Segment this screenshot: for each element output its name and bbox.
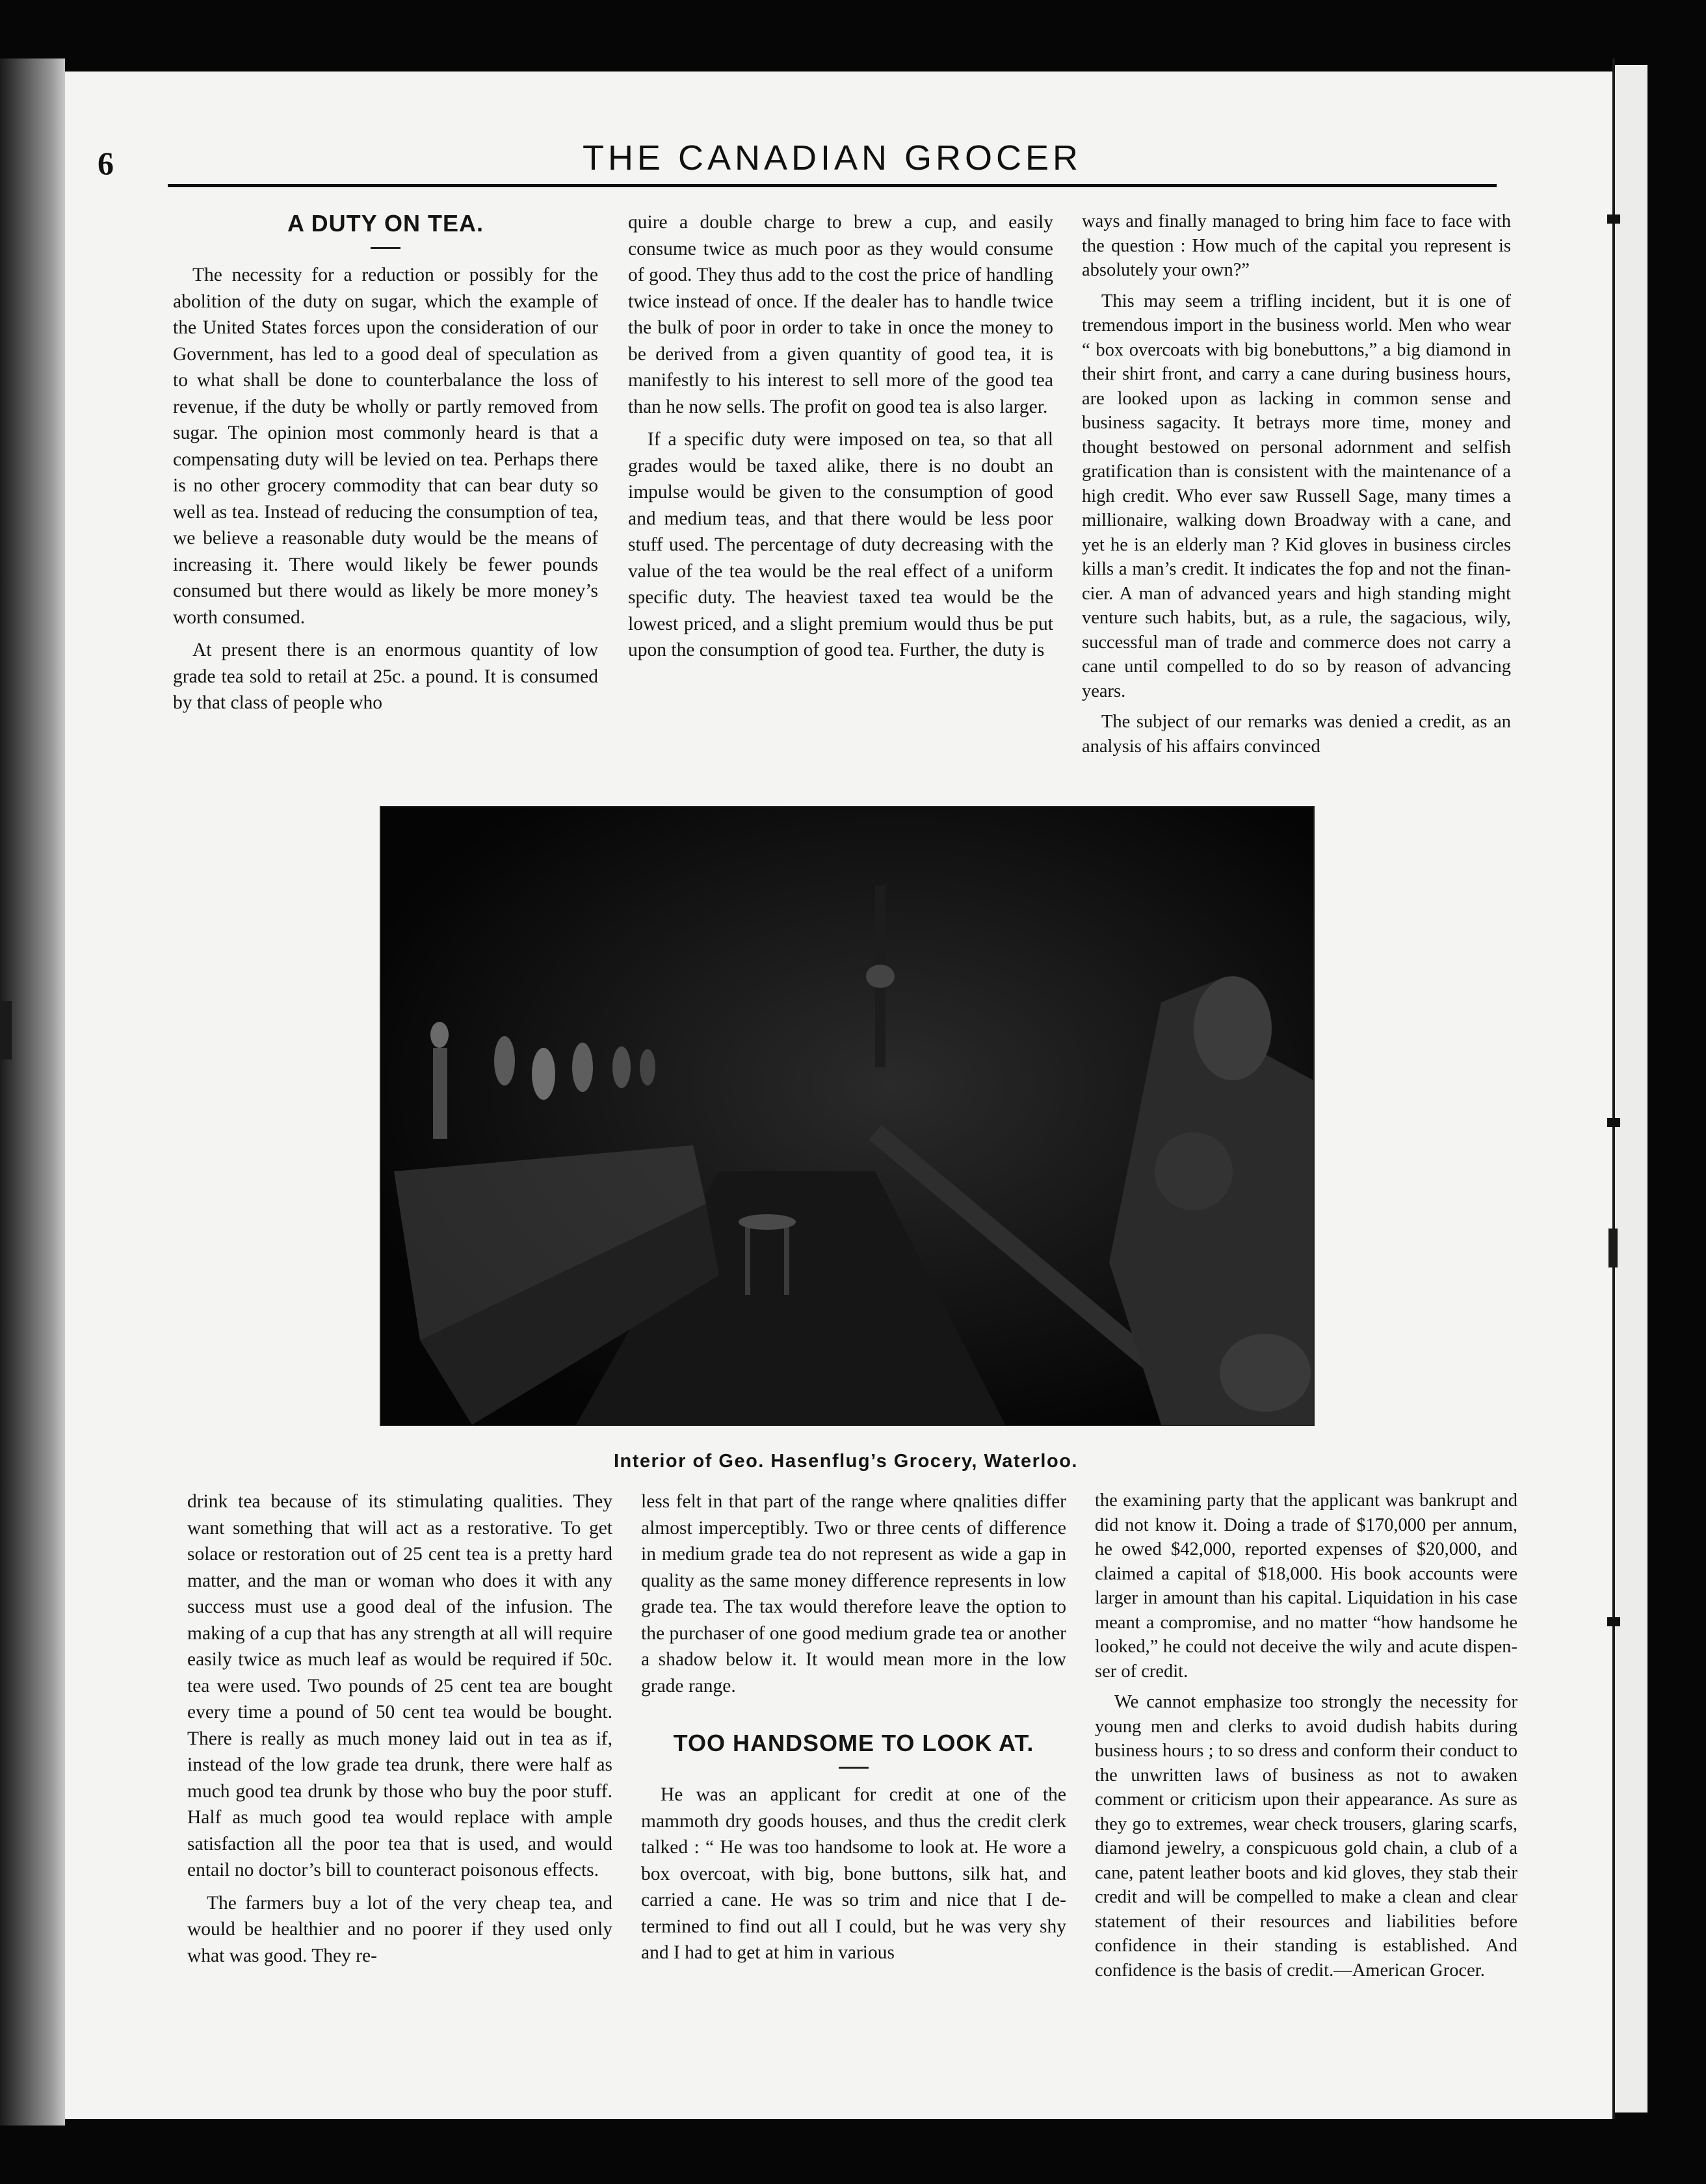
edge-mark bbox=[0, 1001, 12, 1060]
article1-headline: A DUTY ON TEA. bbox=[287, 210, 484, 237]
photo-caption: Interior of Geo. Hasenflug’s Grocery, Waterloo. bbox=[614, 1451, 1078, 1472]
book-binding-left bbox=[0, 58, 65, 2126]
grocery-photo-image bbox=[381, 807, 1313, 1425]
article1-column1-bottom bbox=[187, 1488, 612, 1969]
masthead-title: THE CANADIAN GROCER bbox=[582, 138, 1083, 177]
facing-page-edge bbox=[1615, 65, 1647, 2112]
headline-dash bbox=[371, 247, 400, 249]
article2-paragraph: This may seem a trifling incident, but it is one of tremendous import in the business world. Men who wear “ box overcoats with big bonebuttons,” a big diamond in their shirt front, and carry a cane during business hours, are looked upon as lacking in common sense and business sagacity. It betrays more time, money and thought bestowed on personal adornment and selfish gratification than is consistent with the maintenance of a high credit. Who ever saw Russell Sage, many times a millionaire, walking down Broadway with a cane, and yet he is an elderly man ? Kid gloves in business circles kills a man’s credit. It indicates the fop and not the financier. A man of advanced years and high standing might venture such habits, but, as a rule, the sagacious, wily, successful man of trade and commerce does not carry a cane until compelled to do so by reason of advancing years. bbox=[1082, 291, 1511, 701]
article1-column1-top bbox=[173, 209, 598, 716]
article1-paragraph: drink tea because of its stimulating qualities. They want something that will act as a restorative. To get solace or restoration out of 25 cent tea is a pretty hard matter, and the man or woman who does it with any success must use a good deal of the infusion. The making of a cup that has any strength at all will require easily twice as much leaf as would be required if 50c. tea were used. Two pounds of 25 cent tea are bought every time a pound of 50 cent tea would be bought. There is really as much money laid out in tea as if, instead of the low grade tea drunk, there were half as much good tea drunk by those who buy the poor stuff. Half as much good tea would replace with ample satisfaction all the poor tea that is used, and would entail no doctor’s bill to counteract poisonous effects. bbox=[187, 1491, 612, 1880]
edge-mark bbox=[1608, 1228, 1618, 1268]
article2-headline: TOO HANDSOME TO LOOK AT. bbox=[673, 1730, 1034, 1756]
article2-column3-bottom bbox=[1095, 1488, 1517, 1982]
masthead-rule bbox=[168, 184, 1497, 187]
column2-bottom bbox=[641, 1488, 1066, 1966]
article1-paragraph: The farmers buy a lot of the very cheap tea, and would be healthier and no poorer if they used only what was good. They re- bbox=[187, 1892, 612, 1966]
article2-paragraph: ways and finally managed to bring him face to face with the question : How much of the capital you represent is absolutely your own?” bbox=[1082, 211, 1511, 280]
article1-paragraph: quire a double charge to brew a cup, and easily consume twice as much poor as they would consume of good. They thus add to the cost the price of handling twice instead of once. If the dealer has to handle twice the bulk of poor in order to take in once the money to be derived from a given quantity of good tea, it is manifestly to his interest to sell more of the good tea than he now sells. The profit on good tea is also larger. bbox=[628, 212, 1053, 417]
article2-paragraph: The subject of our remarks was denied a credit, as an analysis of his affairs convinced bbox=[1082, 712, 1511, 757]
article2-paragraph: We cannot emphasize too strongly the necessity for young men and clerks to avoid dudish habits during business hours ; to so dress and conform their conduct to the unwritten laws of business as not to awaken comment or criticism upon their appearance. As sure as they go to extremes, wear check trousers, glaring scarfs, diamond jewelry, a conspicuous gold chain, a club of a cane, patent leather boots and kid gloves, they stab their credit and will be compelled to make a clean and clear statement of their resources and liabilities before confidence in their standing is established. And confidence is the basis of credit.—American Grocer. bbox=[1095, 1692, 1517, 1981]
article2-paragraph: the examining party that the applicant was bankrupt and did not know it. Doing a trade of $170,000 per annum, he owed $42,000, reported expenses of $20,000, and claimed a capital of $18,000. His book accounts were larger in amount than his capital. Liquidation in his case meant a compromise, and no matter “how handsome he looked,” he could not deceive the wily and acute dispenser of credit. bbox=[1095, 1490, 1517, 1682]
page-number: 6 bbox=[98, 145, 114, 181]
article2-paragraph: He was an applicant for credit at one of the mammoth dry goods houses, and thus the credit clerk talked : “ He was too handsome to look at. He wore a box overcoat, with big, bone buttons, silk hat, and carried a cane. He was so trim and nice that I determined to find out all I could, but he was very shy and I had to get at him in various bbox=[641, 1784, 1066, 1963]
article2-column3-top bbox=[1082, 209, 1511, 759]
edge-mark bbox=[1607, 1617, 1620, 1626]
edge-mark bbox=[1607, 1118, 1620, 1127]
article1-paragraph: less felt in that part of the range where qnalities differ almost imperceptibly. Two or three cents of difference in medium grade tea do not represent as wide a gap in quality as the same money difference represents in low grade tea. The tax would therefore leave the option to the purchaser of one good medium grade tea or another a shadow below it. It would mean more in the low grade range. bbox=[641, 1491, 1066, 1696]
edge-mark bbox=[1607, 214, 1620, 224]
article1-paragraph: At present there is an enormous quantity of low grade tea sold to retail at 25c. a pound. It is consumed by that class of people who bbox=[173, 640, 598, 713]
article1-paragraph: If a specific duty were imposed on tea, so that all grades would be taxed alike, there is no doubt an impulse would be given to the consumption of good and medium teas, and that there would be less poor stuff used. The percentage of duty decreasing with the value of the tea would be the real effect of a uniform specific duty. The heaviest taxed tea would be the lowest priced, and a slight premium would thus be put upon the consumption of good tea. Further, the duty is bbox=[628, 429, 1053, 660]
headline-dash bbox=[839, 1767, 869, 1769]
grocery-interior-photo bbox=[380, 806, 1315, 1426]
article1-column2-top bbox=[628, 209, 1053, 664]
article1-paragraph: The necessity for a reduction or possibly for the abolition of the duty on sugar, which the example of the United States forces upon the consideration of our Government, has led to a good deal of speculation as to what shall be done to counterbalance the loss of revenue, if the duty be wholly or partly removed from sugar. The opinion most commonly heard is that a compensating duty will be levied on tea. Perhaps there is no other grocery commodity that can bear duty so well as tea. Instead of reducing the consumption of tea, we believe a reasonable duty would be the means of increasing it. There would likely be fewer pounds consumed but there would as likely be more money’s worth consumed. bbox=[173, 265, 598, 628]
